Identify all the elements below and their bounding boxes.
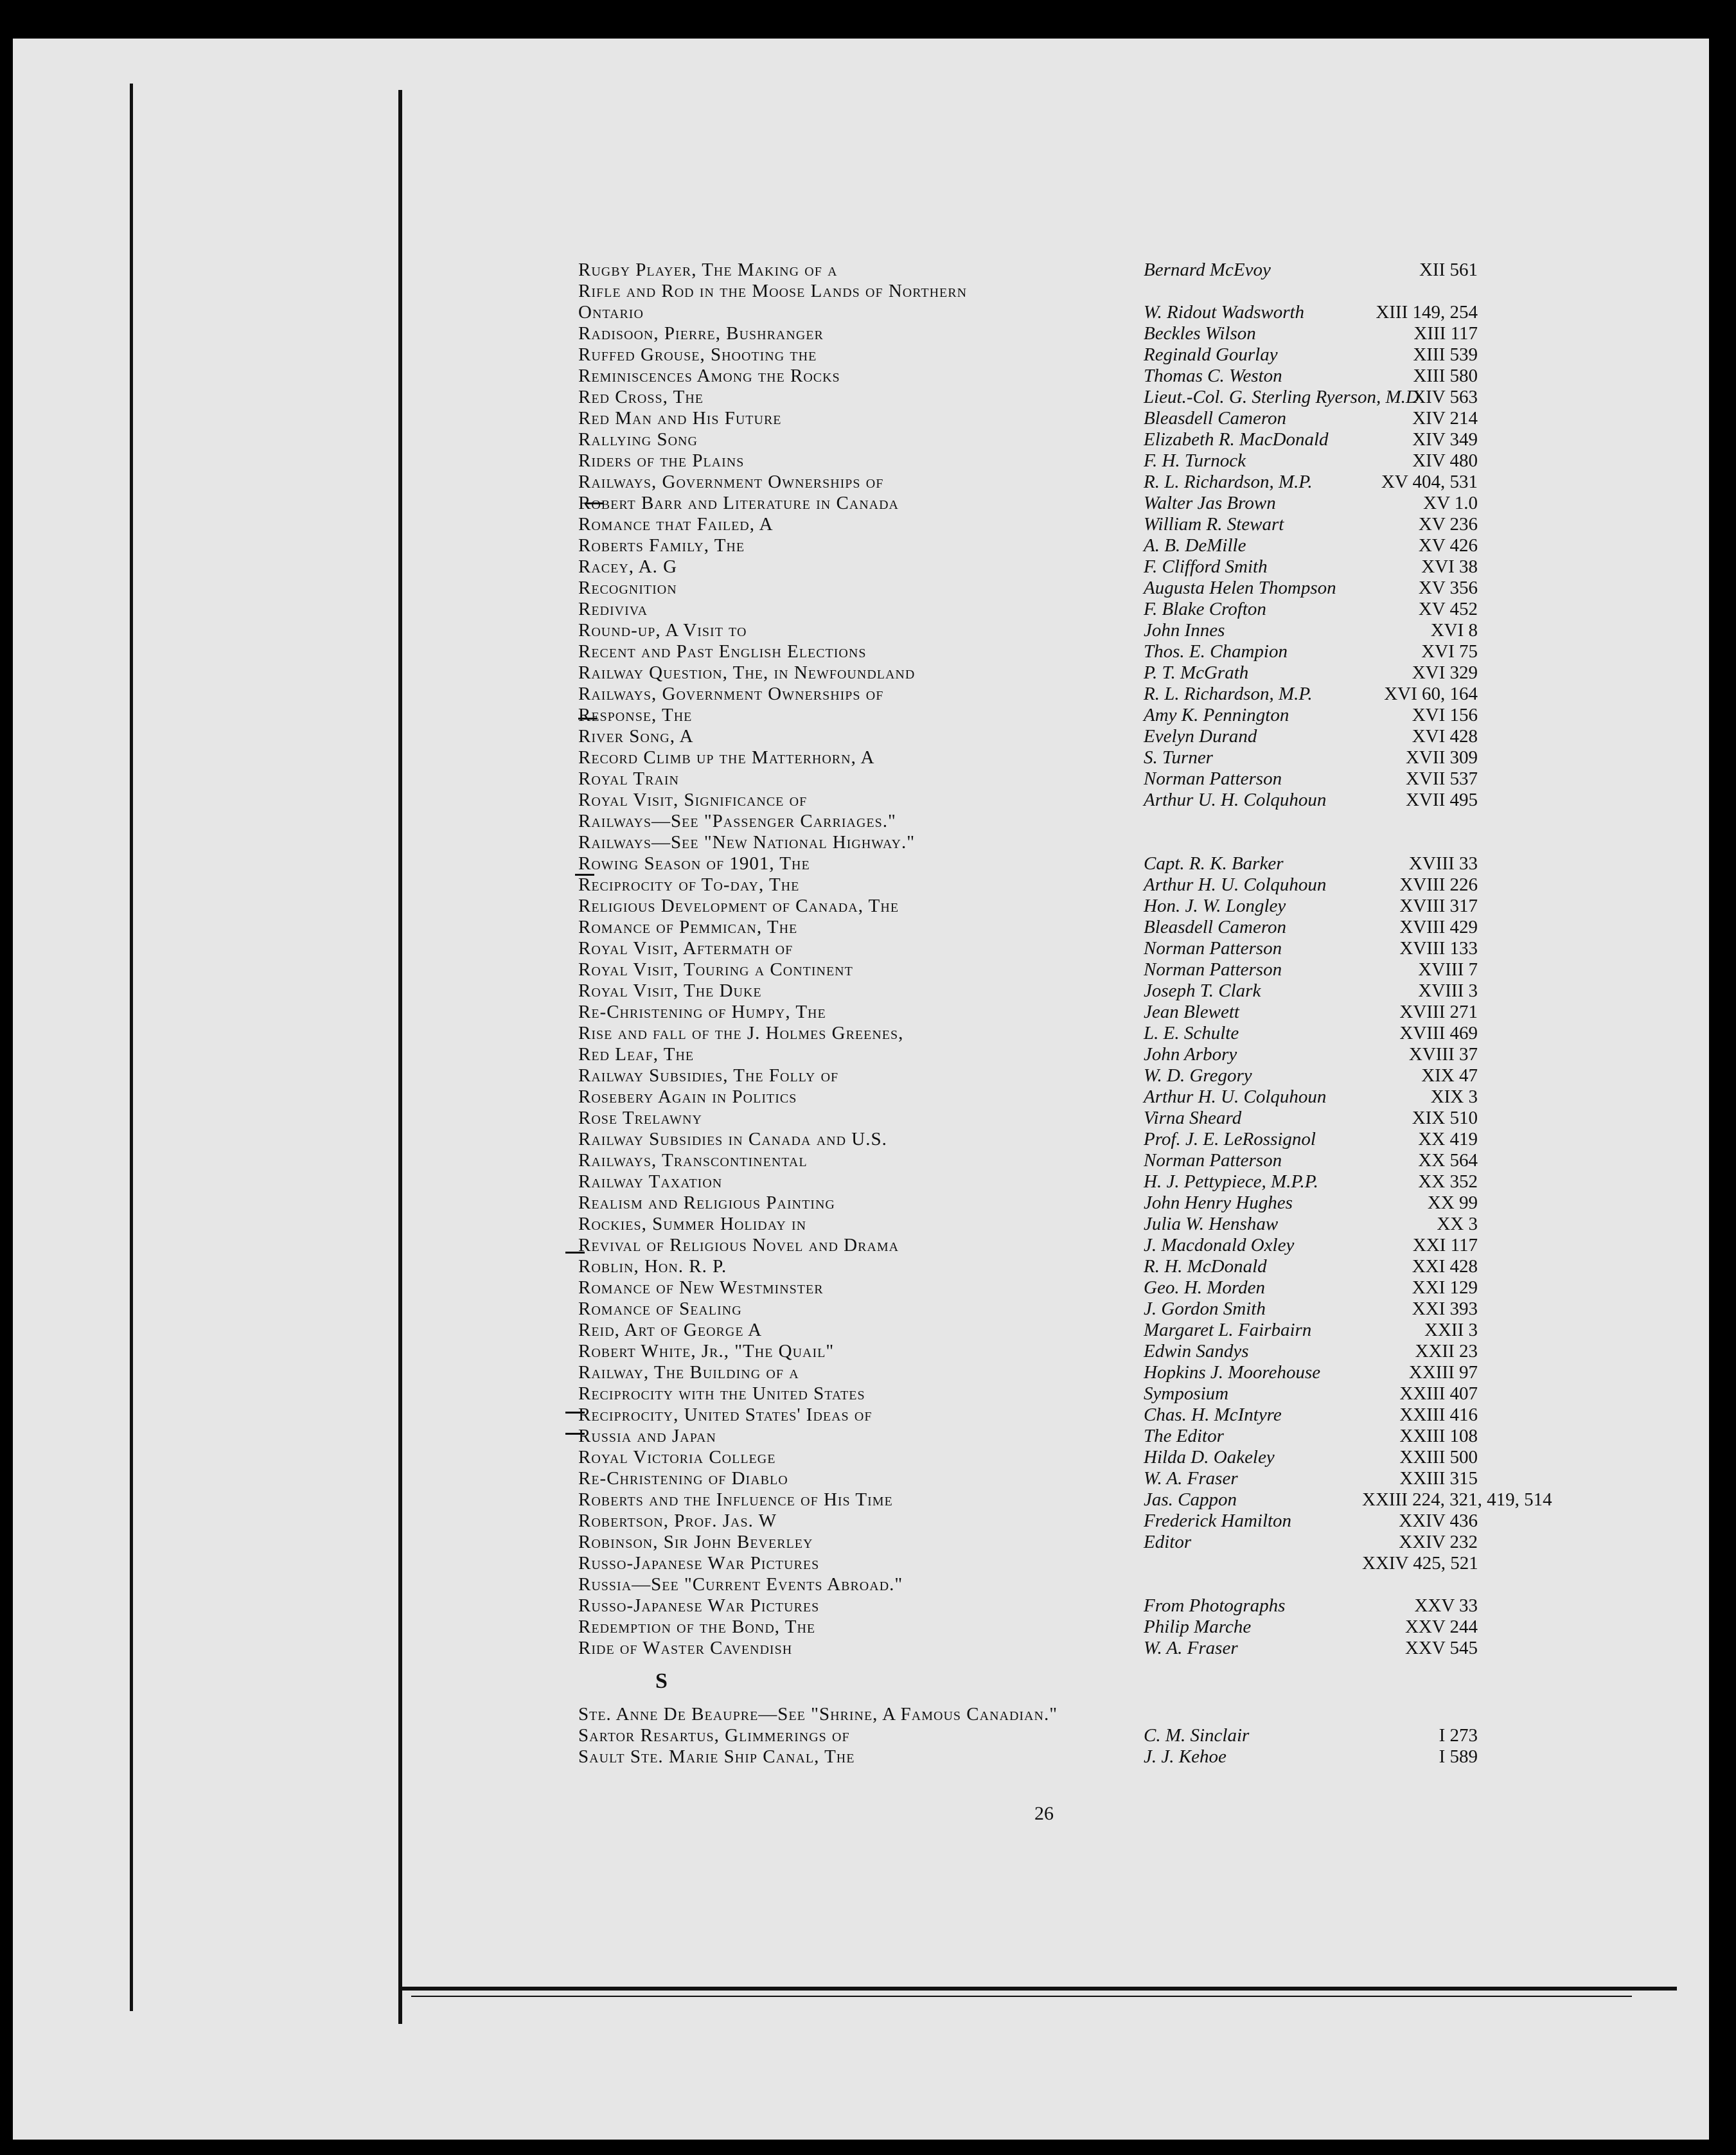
index-entry — [578, 1044, 1503, 1065]
entry-volume-page: XIII 580 — [1413, 366, 1478, 386]
index-entry — [578, 578, 1503, 599]
entry-title: Racey, A. G — [578, 556, 678, 577]
entry-title: Rediviva — [578, 599, 648, 619]
entry-author: Hopkins J. Moorehouse — [1144, 1362, 1321, 1383]
index-entry — [578, 1320, 1503, 1341]
entry-author: Joseph T. Clark — [1144, 980, 1261, 1001]
index-entry — [578, 1299, 1503, 1320]
entry-volume-page: XVI 156 — [1412, 705, 1478, 725]
page-number: 26 — [1034, 1803, 1054, 1824]
index-entry — [578, 641, 1503, 662]
index-entry — [578, 705, 1503, 726]
entry-volume-page: XXI 117 — [1412, 1235, 1478, 1255]
entry-author: R. L. Richardson, M.P. — [1144, 472, 1313, 492]
entry-title: Russia and Japan — [578, 1426, 716, 1446]
entry-author: From Photographs — [1144, 1595, 1286, 1616]
index-entry — [578, 1235, 1503, 1256]
index-entry — [578, 620, 1503, 641]
entry-volume-page: XIX 3 — [1430, 1086, 1478, 1107]
entry-author: John Innes — [1144, 620, 1225, 641]
index-entry — [578, 450, 1503, 472]
bottom-rule — [398, 1987, 1677, 1991]
entry-title: Red Leaf, The — [578, 1044, 695, 1065]
index-entry — [578, 896, 1503, 917]
entry-title: Royal Train — [578, 768, 679, 789]
entry-title: Re-Christening of Diablo — [578, 1468, 788, 1489]
entry-author: Norman Patterson — [1144, 959, 1282, 980]
entry-volume-page: XIX 47 — [1421, 1065, 1478, 1086]
entry-author: F. H. Turnock — [1144, 450, 1246, 471]
entry-volume-page: XXIII 500 — [1399, 1447, 1478, 1468]
entry-title: Reid, Art of George A — [578, 1320, 763, 1340]
entry-author: Norman Patterson — [1144, 938, 1282, 959]
entry-volume-page: XVIII 317 — [1399, 896, 1478, 916]
entry-title: Russo-Japanese War Pictures — [578, 1553, 820, 1574]
entry-volume-page: XV 1.0 — [1423, 493, 1478, 513]
index-entry — [578, 1553, 1503, 1574]
entry-author: Margaret L. Fairbairn — [1144, 1320, 1312, 1340]
entry-author: Edwin Sandys — [1144, 1341, 1249, 1361]
entry-author: Frederick Hamilton — [1144, 1511, 1292, 1531]
index-entry — [578, 726, 1503, 747]
index-entry — [578, 1746, 1503, 1768]
entry-author: Symposium — [1144, 1383, 1229, 1404]
entry-volume-page: XX 419 — [1418, 1129, 1478, 1149]
entry-title: Royal Victoria College — [578, 1447, 776, 1468]
index-entry — [578, 1383, 1503, 1405]
entry-author: Evelyn Durand — [1144, 726, 1257, 747]
entry-title: Rise and fall of the J. Holmes Greenes, — [578, 1023, 904, 1043]
entry-author: C. M. Sinclair — [1144, 1725, 1250, 1746]
entry-title: Ste. Anne De Beaupre—See "Shrine, A Famous Canadian." — [578, 1704, 1058, 1725]
entry-title: Railways—See "Passenger Carriages." — [578, 811, 896, 831]
entry-volume-page: XXIV 232 — [1399, 1532, 1478, 1552]
entry-author: L. E. Schulte — [1144, 1023, 1239, 1043]
index-entry — [578, 1468, 1503, 1489]
index-entry — [578, 768, 1503, 790]
entry-title: Red Cross, The — [578, 387, 704, 407]
entry-volume-page: XX 3 — [1437, 1214, 1478, 1234]
entry-volume-page: XVIII 271 — [1399, 1002, 1478, 1022]
entry-author: Lieut.-Col. G. Sterling Ryerson, M.D — [1144, 387, 1419, 407]
entry-volume-page: XXV 244 — [1404, 1617, 1478, 1637]
entry-title: Russo-Japanese War Pictures — [578, 1595, 820, 1616]
entry-title: Romance of Sealing — [578, 1299, 742, 1319]
entry-title: Round-up, A Visit to — [578, 620, 747, 641]
entry-volume-page: XVII 537 — [1406, 768, 1478, 789]
entry-volume-page: XXIII 407 — [1399, 1383, 1478, 1404]
entry-author: Geo. H. Morden — [1144, 1277, 1265, 1298]
entry-volume-page: XXI 129 — [1412, 1277, 1478, 1298]
index-entry — [578, 1086, 1503, 1108]
entry-author: Hilda D. Oakeley — [1144, 1447, 1275, 1468]
entry-volume-page: I 273 — [1439, 1725, 1478, 1746]
entry-volume-page: XX 352 — [1418, 1171, 1478, 1192]
entry-author: Bernard McEvoy — [1144, 260, 1271, 280]
entry-volume-page: XV 404, 531 — [1381, 472, 1478, 492]
entry-title: Riders of the Plains — [578, 450, 745, 471]
entry-title: Re-Christening of Humpy, The — [578, 1002, 826, 1022]
entry-volume-page: XIII 539 — [1413, 344, 1478, 365]
entry-title: Reciprocity, United States' Ideas of — [578, 1405, 872, 1425]
entry-volume-page: XVIII 226 — [1399, 874, 1478, 895]
index-entry — [578, 853, 1503, 874]
entry-volume-page: XXIV 425, 521 — [1362, 1553, 1478, 1574]
entry-author: R. H. McDonald — [1144, 1256, 1267, 1277]
entry-title: Railway Taxation — [578, 1171, 723, 1192]
entry-title: Recognition — [578, 578, 677, 598]
entry-volume-page: XVIII 33 — [1408, 853, 1478, 874]
index-entry — [578, 1129, 1503, 1150]
entry-title: Roberts and the Influence of His Time — [578, 1489, 893, 1510]
entry-volume-page: XXV 33 — [1414, 1595, 1478, 1616]
index-entry — [578, 1023, 1503, 1044]
entry-volume-page: XVIII 133 — [1399, 938, 1478, 959]
entry-title: Rockies, Summer Holiday in — [578, 1214, 807, 1234]
entry-title: Rose Trelawny — [578, 1108, 702, 1128]
entry-title: Robert White, Jr., "The Quail" — [578, 1341, 835, 1361]
entry-author: J. Gordon Smith — [1144, 1299, 1266, 1319]
entry-title: Red Man and His Future — [578, 408, 782, 429]
index-entry — [578, 1511, 1503, 1532]
entry-title: Railway Subsidies, The Folly of — [578, 1065, 839, 1086]
index-entry — [578, 556, 1503, 578]
entry-volume-page: XVI 329 — [1412, 662, 1478, 683]
entry-title: Rosebery Again in Politics — [578, 1086, 797, 1107]
entry-author: W. D. Gregory — [1144, 1065, 1252, 1086]
center-fold-rule — [398, 90, 402, 2024]
index-entry — [578, 1532, 1503, 1553]
entry-volume-page: XVI 8 — [1430, 620, 1478, 641]
entry-title: Roblin, Hon. R. P. — [578, 1256, 727, 1277]
entry-title: Railways, Transcontinental — [578, 1150, 808, 1171]
entry-volume-page: I 589 — [1439, 1746, 1478, 1767]
entry-title: Royal Visit, Significance of — [578, 790, 808, 810]
entry-author: Virna Sheard — [1144, 1108, 1242, 1128]
entry-title: Revival of Religious Novel and Drama — [578, 1235, 899, 1255]
index-entry — [578, 980, 1503, 1002]
entry-title: Railways—See "New National Highway." — [578, 832, 916, 853]
entry-title: Railways, Government Ownerships of — [578, 684, 884, 704]
entry-title: Sault Ste. Marie Ship Canal, The — [578, 1746, 855, 1767]
entry-title: Roberts Family, The — [578, 535, 745, 556]
entry-title: Railways, Government Ownerships of — [578, 472, 884, 492]
entry-author: Julia W. Henshaw — [1144, 1214, 1279, 1234]
index-entry — [578, 1171, 1503, 1193]
index-entry — [578, 684, 1503, 705]
entry-author: Elizabeth R. MacDonald — [1144, 429, 1329, 450]
entry-volume-page: XVIII 3 — [1418, 980, 1478, 1001]
entry-author: Walter Jas Brown — [1144, 493, 1276, 513]
entry-volume-page: XVIII 469 — [1399, 1023, 1478, 1043]
entry-volume-page: XVI 60, 164 — [1384, 684, 1478, 704]
entry-volume-page: XXII 23 — [1415, 1341, 1478, 1361]
index-entry — [578, 1277, 1503, 1299]
entry-volume-page: XXIII 108 — [1399, 1426, 1478, 1446]
entry-title: Ruffed Grouse, Shooting the — [578, 344, 817, 365]
entry-volume-page: XXI 393 — [1412, 1299, 1478, 1319]
index-entry — [578, 1065, 1503, 1086]
index-entry — [578, 408, 1503, 429]
entry-title: Royal Visit, Touring a Continent — [578, 959, 853, 980]
entry-volume-page: XVIII 37 — [1408, 1044, 1478, 1065]
entry-volume-page: XVI 38 — [1421, 556, 1478, 577]
index-entry — [578, 429, 1503, 450]
entry-volume-page: XVI 428 — [1412, 726, 1478, 747]
entry-author: Arthur H. U. Colquhoun — [1144, 1086, 1327, 1107]
entry-title: Response, The — [578, 705, 693, 725]
entry-author: William R. Stewart — [1144, 514, 1284, 535]
entry-author: John Henry Hughes — [1144, 1193, 1293, 1213]
index-entry — [578, 1150, 1503, 1171]
entry-title: Radisoon, Pierre, Bushranger — [578, 323, 824, 344]
index-entry — [578, 938, 1503, 959]
entry-author: Editor — [1144, 1532, 1192, 1552]
index-entry — [578, 1341, 1503, 1362]
entry-volume-page: XIV 349 — [1412, 429, 1478, 450]
entry-author: Arthur U. H. Colquhoun — [1144, 790, 1327, 810]
entry-author: Thos. E. Champion — [1144, 641, 1288, 662]
entry-author: P. T. McGrath — [1144, 662, 1249, 683]
entry-volume-page: XIII 117 — [1413, 323, 1478, 344]
entry-author: Amy K. Pennington — [1144, 705, 1289, 725]
index-entry — [578, 281, 1503, 302]
index-entry — [578, 472, 1503, 493]
entry-title: Romance of Pemmican, The — [578, 917, 798, 937]
entry-title: Royal Visit, Aftermath of — [578, 938, 793, 959]
entry-author: The Editor — [1144, 1426, 1224, 1446]
index-entry — [578, 599, 1503, 620]
index-entry — [578, 1193, 1503, 1214]
index-entry — [578, 1638, 1503, 1659]
entry-author: Bleasdell Cameron — [1144, 408, 1287, 429]
index-entry — [578, 514, 1503, 535]
entry-author: Chas. H. McIntyre — [1144, 1405, 1282, 1425]
index-entry — [578, 811, 1503, 832]
index-entry — [578, 959, 1503, 980]
entry-volume-page: XVIII 7 — [1418, 959, 1478, 980]
entry-author: Jas. Cappon — [1144, 1489, 1237, 1510]
index-entry — [578, 1405, 1503, 1426]
entry-author: J. J. Kehoe — [1144, 1746, 1227, 1767]
entry-title: Romance of New Westminster — [578, 1277, 824, 1298]
entry-title: Ontario — [578, 302, 644, 323]
entry-author: Prof. J. E. LeRossignol — [1144, 1129, 1316, 1149]
entry-volume-page: XIII 149, 254 — [1376, 302, 1478, 323]
entry-author: R. L. Richardson, M.P. — [1144, 684, 1313, 704]
index-entry — [578, 917, 1503, 938]
index-entry — [578, 302, 1503, 323]
entry-author: S. Turner — [1144, 747, 1213, 768]
index-entry — [578, 366, 1503, 387]
entry-author: Bleasdell Cameron — [1144, 917, 1287, 937]
entry-title: Record Climb up the Matterhorn, A — [578, 747, 875, 768]
index-entry — [578, 790, 1503, 811]
index-entry — [578, 1108, 1503, 1129]
index-entry — [578, 1595, 1503, 1617]
entry-author: Hon. J. W. Longley — [1144, 896, 1286, 916]
entry-title: River Song, A — [578, 726, 694, 747]
index-entry — [578, 1256, 1503, 1277]
index-entry — [578, 1426, 1503, 1447]
entry-volume-page: XII 561 — [1419, 260, 1478, 280]
entry-volume-page: XVIII 429 — [1399, 917, 1478, 937]
entry-volume-page: XXII 3 — [1424, 1320, 1478, 1340]
entry-author: Norman Patterson — [1144, 768, 1282, 789]
index-entry — [578, 1725, 1503, 1746]
entry-title: Rifle and Rod in the Moose Lands of Northern — [578, 281, 968, 301]
index-entry — [578, 662, 1503, 684]
entry-title: Rugby Player, The Making of a — [578, 260, 838, 280]
index-entry — [578, 1447, 1503, 1468]
entry-volume-page: XX 99 — [1427, 1193, 1478, 1213]
entry-volume-page: XV 236 — [1418, 514, 1478, 535]
entry-title: Robertson, Prof. Jas. W — [578, 1511, 777, 1531]
entry-title: Rowing Season of 1901, The — [578, 853, 810, 874]
entry-author: F. Clifford Smith — [1144, 556, 1268, 577]
entry-title: Reciprocity with the United States — [578, 1383, 865, 1404]
entry-volume-page: XIX 510 — [1412, 1108, 1478, 1128]
entry-title: Romance that Failed, A — [578, 514, 774, 535]
index-entry — [578, 1489, 1552, 1511]
index-entry — [578, 493, 1503, 514]
entry-title: Railway Subsidies in Canada and U.S. — [578, 1129, 887, 1149]
index-entry — [578, 1214, 1503, 1235]
entry-title: Reciprocity of To-day, The — [578, 874, 800, 895]
index-entry — [578, 260, 1503, 281]
entry-author: Thomas C. Weston — [1144, 366, 1282, 386]
entry-title: Redemption of the Bond, The — [578, 1617, 816, 1637]
entry-volume-page: XXIII 224, 321, 419, 514 — [1362, 1489, 1552, 1510]
entry-author: Augusta Helen Thompson — [1144, 578, 1336, 598]
index-entry — [578, 1002, 1503, 1023]
entry-volume-page: XVI 75 — [1421, 641, 1478, 662]
entry-volume-page: XXIII 97 — [1408, 1362, 1478, 1383]
entry-volume-page: XXIII 416 — [1399, 1405, 1478, 1425]
index-entry — [578, 832, 1503, 853]
entry-title: Robinson, Sir John Beverley — [578, 1532, 813, 1552]
entry-author: A. B. DeMille — [1144, 535, 1246, 556]
entry-title: Russia—See "Current Events Abroad." — [578, 1574, 903, 1595]
entry-volume-page: XV 452 — [1418, 599, 1478, 619]
entry-title: Reminiscences Among the Rocks — [578, 366, 840, 386]
entry-author: Philip Marche — [1144, 1617, 1252, 1637]
entry-volume-page: XIV 214 — [1412, 408, 1478, 429]
entry-author: Arthur H. U. Colquhoun — [1144, 874, 1327, 895]
entry-title: Recent and Past English Elections — [578, 641, 867, 662]
entry-volume-page: XVII 495 — [1406, 790, 1478, 810]
entry-title: Sartor Resartus, Glimmerings of — [578, 1725, 850, 1746]
entry-author: Norman Patterson — [1144, 1150, 1282, 1171]
entry-author: Beckles Wilson — [1144, 323, 1256, 344]
entry-volume-page: XXV 545 — [1404, 1638, 1478, 1658]
entry-title: Religious Development of Canada, The — [578, 896, 899, 916]
index-entry — [578, 387, 1503, 408]
entry-author: W. A. Fraser — [1144, 1638, 1238, 1658]
entry-volume-page: XXIII 315 — [1399, 1468, 1478, 1489]
entry-title: Rallying Song — [578, 429, 698, 450]
entry-volume-page: XIV 563 — [1412, 387, 1478, 407]
section-letter: S — [655, 1669, 668, 1693]
entry-volume-page: XX 564 — [1418, 1150, 1478, 1171]
entry-title: Robert Barr and Literature in Canada — [578, 493, 899, 513]
entry-title: Railway Question, The, in Newfoundland — [578, 662, 916, 683]
index-list — [578, 260, 1552, 1768]
entry-volume-page: XXIV 436 — [1399, 1511, 1478, 1531]
index-entry — [578, 1574, 1503, 1595]
left-margin-rule — [130, 84, 133, 2011]
entry-volume-page: XV 356 — [1418, 578, 1478, 598]
entry-author: John Arbory — [1144, 1044, 1237, 1065]
entry-title: Royal Visit, The Duke — [578, 980, 762, 1001]
index-entry — [578, 323, 1503, 344]
index-entry — [578, 344, 1503, 366]
entry-volume-page: XV 426 — [1418, 535, 1478, 556]
index-entry — [578, 874, 1503, 896]
index-entry — [578, 1362, 1503, 1383]
entry-author: Capt. R. K. Barker — [1144, 853, 1284, 874]
entry-author: Jean Blewett — [1144, 1002, 1239, 1022]
entry-title: Ride of Waster Cavendish — [578, 1638, 793, 1658]
bottom-rule-thin — [411, 1996, 1632, 1997]
index-entry — [578, 535, 1503, 556]
entry-volume-page: XVII 309 — [1406, 747, 1478, 768]
entry-author: W. Ridout Wadsworth — [1144, 302, 1305, 323]
entry-author: F. Blake Crofton — [1144, 599, 1266, 619]
index-entry — [578, 1704, 1503, 1725]
entry-volume-page: XIV 480 — [1412, 450, 1478, 471]
entry-volume-page: XXI 428 — [1412, 1256, 1478, 1277]
entry-author: W. A. Fraser — [1144, 1468, 1238, 1489]
entry-title: Railway, The Building of a — [578, 1362, 799, 1383]
entry-author: Reginald Gourlay — [1144, 344, 1278, 365]
entry-author: J. Macdonald Oxley — [1144, 1235, 1295, 1255]
index-entry — [578, 747, 1503, 768]
index-entry — [578, 1617, 1503, 1638]
entry-title: Realism and Religious Painting — [578, 1193, 835, 1213]
entry-author: H. J. Pettypiece, M.P.P. — [1144, 1171, 1318, 1192]
